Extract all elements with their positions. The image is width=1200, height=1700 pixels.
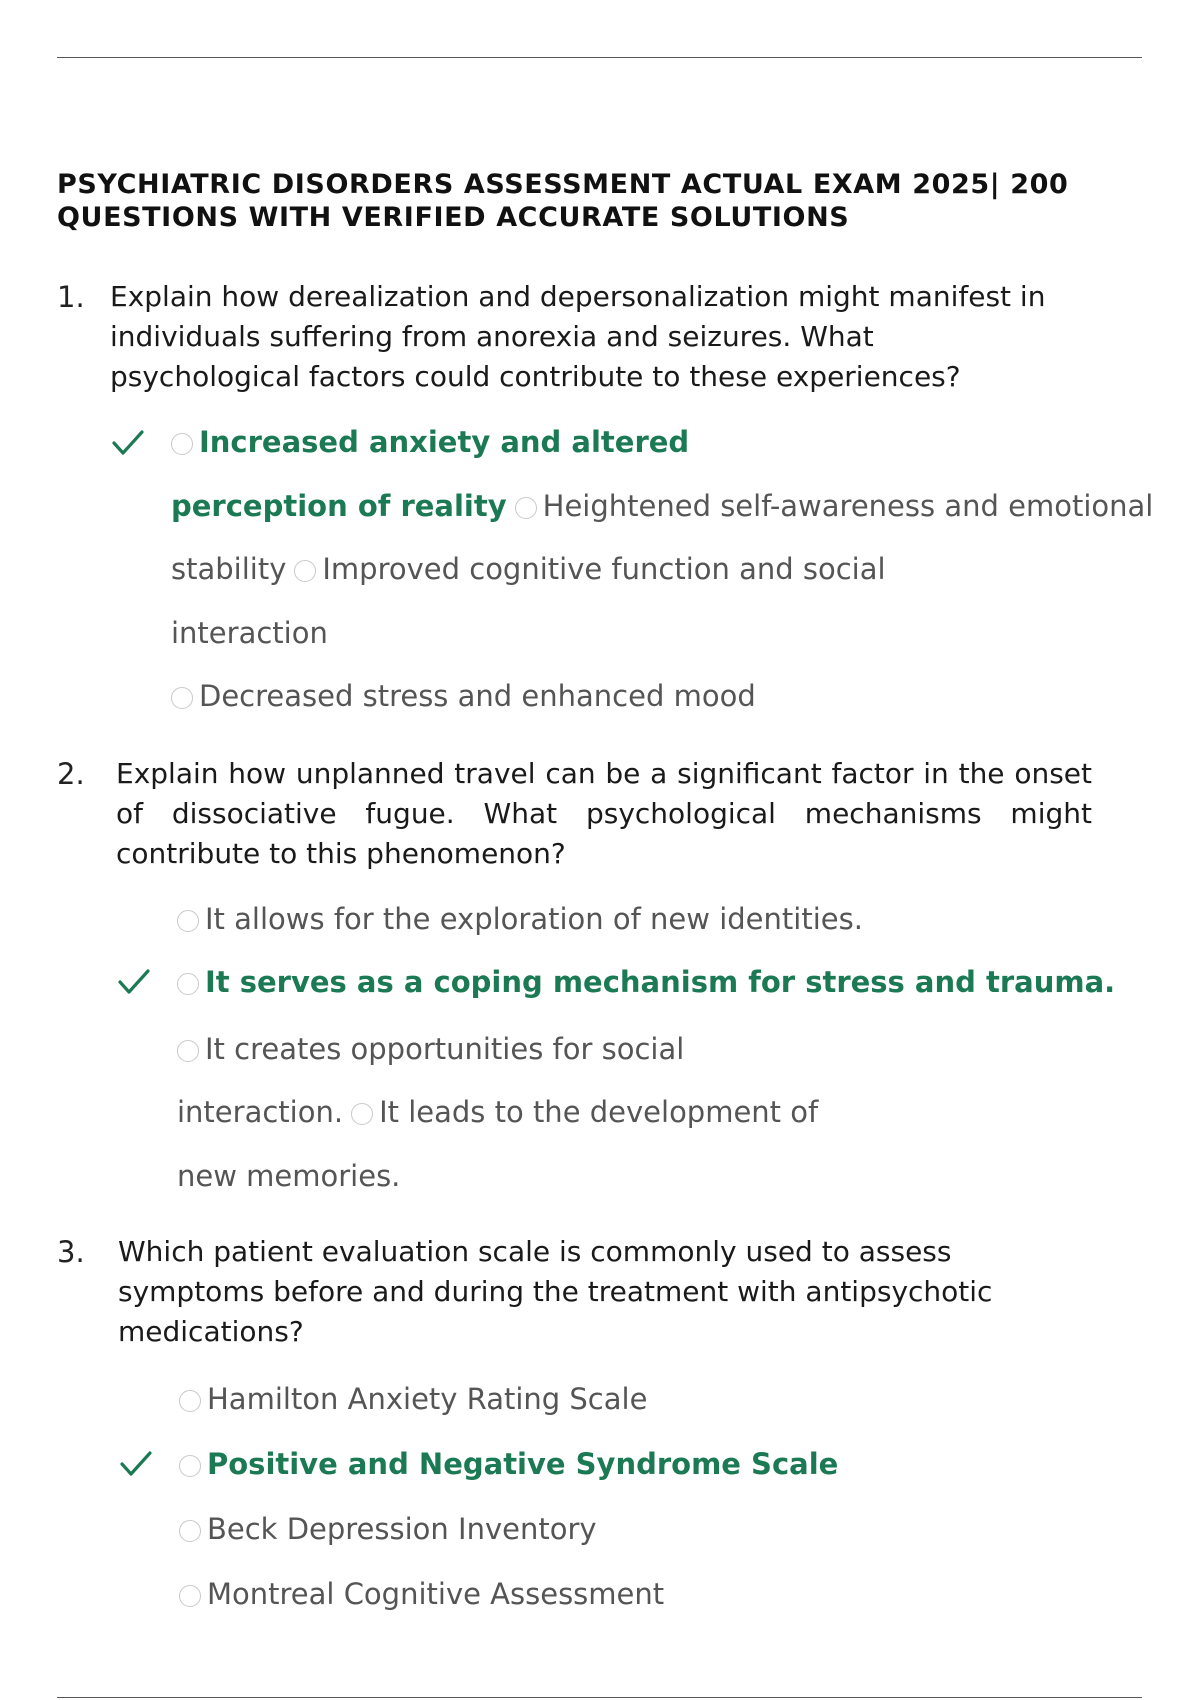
question-number: 2. [57, 757, 85, 791]
option-line [177, 962, 1115, 1002]
option-label-cont[interactable]: new memories. [177, 1159, 401, 1193]
radio-circle-icon[interactable] [351, 1103, 373, 1125]
radio-circle-icon[interactable] [177, 973, 199, 995]
option-label-correct[interactable]: Increased anxiety and altered [199, 425, 690, 459]
option-line [177, 1092, 818, 1132]
option-label[interactable]: Montreal Cognitive Assessment [207, 1577, 665, 1611]
radio-circle-icon[interactable] [179, 1520, 201, 1542]
option-line [179, 1509, 597, 1549]
option-line [171, 486, 1153, 526]
option-line [179, 1444, 838, 1484]
question-number: 3. [57, 1235, 85, 1269]
question-text: Explain how unplanned travel can be a significant factor in the onset of dissociative fugue. What psychological mechanisms might contribute to this phenomenon? [116, 757, 1092, 870]
radio-circle-icon[interactable] [179, 1585, 201, 1607]
checkmark-icon [119, 1449, 153, 1479]
radio-circle-icon[interactable] [515, 497, 537, 519]
bottom-rule [57, 1697, 1142, 1698]
radio-circle-icon[interactable] [171, 433, 193, 455]
option-label[interactable]: Improved cognitive function and social [322, 552, 886, 586]
option-label[interactable]: It creates opportunities for social [205, 1032, 685, 1066]
option-line [171, 422, 689, 462]
checkmark-icon [111, 428, 145, 458]
top-rule [57, 57, 1142, 58]
option-line [171, 549, 886, 589]
option-label-cont[interactable]: interaction [171, 616, 328, 650]
radio-circle-icon[interactable] [177, 910, 199, 932]
option-line [177, 1156, 400, 1196]
option-label-cont[interactable]: interaction. [177, 1095, 344, 1129]
option-label[interactable]: Hamilton Anxiety Rating Scale [207, 1382, 648, 1416]
option-label[interactable]: Heightened self-awareness and emotional [542, 489, 1154, 523]
question-number: 1. [57, 280, 85, 314]
radio-circle-icon[interactable] [179, 1390, 201, 1412]
question-text: Explain how derealization and depersonalization might manifest in individuals suffering from anorexia and seizures. What psychological factors could contribute to these experiences? [110, 280, 1046, 393]
radio-circle-icon[interactable] [171, 687, 193, 709]
option-label-correct[interactable]: It serves as a coping mechanism for stress and trauma. [205, 965, 1116, 999]
option-label-cont[interactable]: stability [171, 552, 287, 586]
document-title: PSYCHIATRIC DISORDERS ASSESSMENT ACTUAL EXAM 2025| 200 QUESTIONS WITH VERIFIED ACCURATE SOLUTIONS [57, 169, 1069, 233]
option-line [171, 613, 328, 653]
option-line [177, 1029, 684, 1069]
option-label-correct[interactable]: Positive and Negative Syndrome Scale [207, 1447, 839, 1481]
option-label-correct-cont[interactable]: perception of reality [171, 489, 507, 523]
checkmark-icon [117, 967, 151, 997]
radio-circle-icon[interactable] [177, 1040, 199, 1062]
option-line [177, 899, 863, 939]
option-label[interactable]: Beck Depression Inventory [207, 1512, 597, 1546]
radio-circle-icon[interactable] [294, 560, 316, 582]
option-label[interactable]: Decreased stress and enhanced mood [199, 679, 756, 713]
option-label[interactable]: It allows for the exploration of new identities. [205, 902, 863, 936]
option-line [179, 1379, 647, 1419]
question-text: Which patient evaluation scale is commonly used to assess symptoms before and during the treatment with antipsychotic medications? [118, 1235, 993, 1348]
option-label[interactable]: It leads to the development of [379, 1095, 819, 1129]
option-line [179, 1574, 664, 1614]
option-line [171, 676, 756, 716]
radio-circle-icon[interactable] [179, 1455, 201, 1477]
